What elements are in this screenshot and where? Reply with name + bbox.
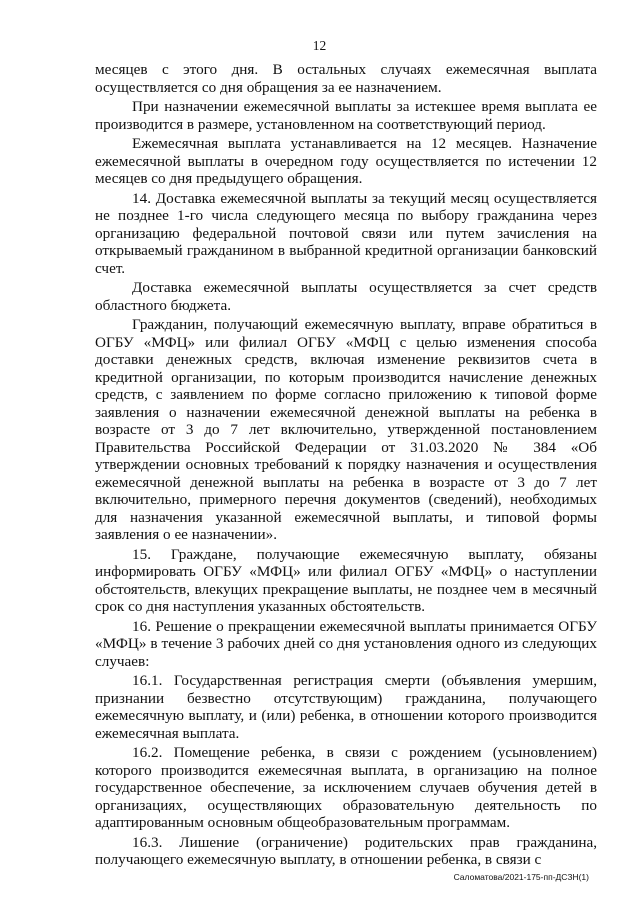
paragraph-16-3: 16.3. Лишение (ограничение) родительских прав гражданина, получающего ежемесячную выплату, в отношении ребенка, в связи с: [95, 833, 597, 868]
document-footer-code: Саломатова/2021-175-пп-ДСЗН(1): [453, 872, 589, 882]
paragraph-twelve-months: Ежемесячная выплата устанавливается на 12 месяцев. Назначение ежемесячной выплаты в очередном году осуществляется по истечении 12 месяцев со дня предыдущего обращения.: [95, 135, 597, 187]
paragraph-14-delivery: 14. Доставка ежемесячной выплаты за текущий месяц осуществляется не позднее 1-го числа следующего месяца по выбору гражданина через организацию федеральной почтовой связи или путем зачисления на открываемый гражданином в выбранной кредитной организации банковский счет.: [95, 189, 597, 277]
page-number: 12: [312, 38, 327, 53]
paragraph-delivery-budget: Доставка ежемесячной выплаты осуществляется за счет средств областного бюджета.: [95, 279, 597, 314]
paragraph-16-2: 16.2. Помещение ребенка, в связи с рождением (усыновлением) которого производится ежемесячная выплата, в организацию на полное государственное обеспечение, за исключением случаев обучения детей в организациях, осуществляющих образовательную деятельность по адаптированным основным общеобразовательным программам.: [95, 744, 597, 831]
paragraph-16-1: 16.1. Государственная регистрация смерти (объявления умершим, признании безвестно отсутствующим) гражданина, получающего ежемесячную выплату, и (или) ребенка, в отношении которого производится ежемесячная выплата.: [95, 672, 597, 742]
paragraph-change-delivery: Гражданин, получающий ежемесячную выплату, вправе обратиться в ОГБУ «МФЦ» или филиал ОГБУ «МФЦ с целью изменения способа доставки денежных средств, включая изменение реквизитов счета в кредитной организации, по которым производится начисление денежных средств, с заявлением по форме согласно приложению к типовой форме заявления о назначении ежемесячной денежной выплаты на ребенка в возрасте от 3 до 7 лет включительно, утвержденной постановлением Правительства Российской Федерации от 31.03.2020 № 384 «Об утверждении основных требований к порядку назначения и осуществления ежемесячной денежной выплаты на ребенка в возрасте от 3 до 7 лет включительно, примерного перечня документов (сведений), необходимых для назначения указанной ежемесячной выплаты, и типовой формы заявления о ее назначении».: [95, 316, 597, 543]
paragraph-15-inform: 15. Граждане, получающие ежемесячную выплату, обязаны информировать ОГБУ «МФЦ» или филиал ОГБУ «МФЦ» о наступлении обстоятельств, влекущих прекращение выплаты, не позднее чем в месячный срок со дня наступления указанных обстоятельств.: [95, 545, 597, 615]
paragraph-continuation: месяцев с этого дня. В остальных случаях ежемесячная выплата осуществляется со дня обращения за ее назначением.: [95, 61, 597, 96]
paragraph-past-period: При назначении ежемесячной выплаты за истекшее время выплата ее производится в размере, установленном на соответствующий период.: [95, 98, 597, 133]
document-body: [95, 61, 597, 871]
paragraph-16-termination: 16. Решение о прекращении ежемесячной выплаты принимается ОГБУ «МФЦ» в течение 3 рабочих дней со дня установления одного из следующих случаев:: [95, 617, 597, 670]
